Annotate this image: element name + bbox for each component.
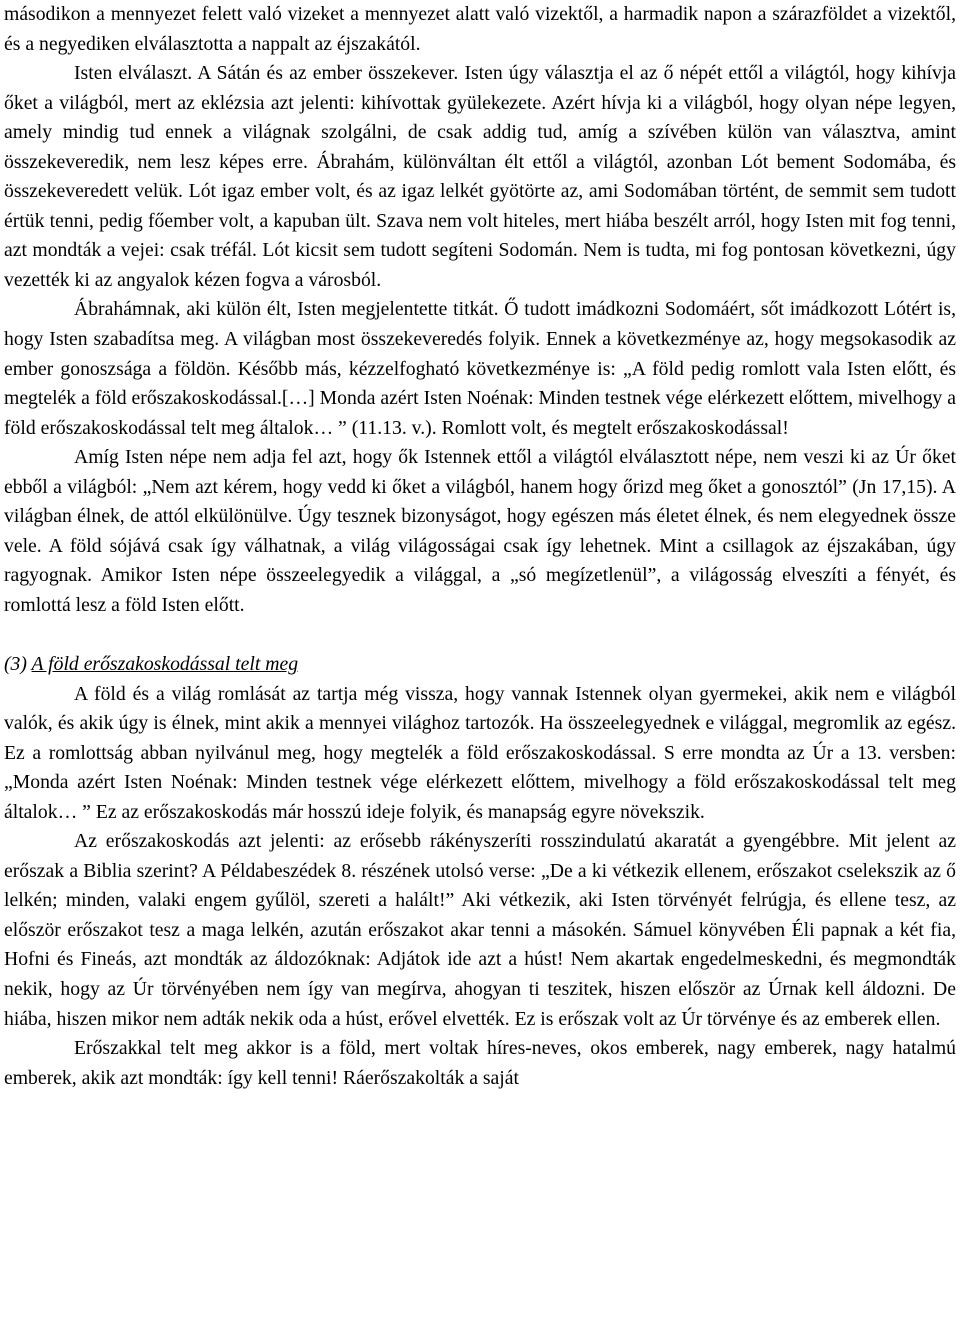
blank-line bbox=[4, 620, 956, 650]
paragraph: Amíg Isten népe nem adja fel azt, hogy ők Istennek ettől a világtól elválasztott népe, nem veszi ki az Úr őket ebből a világból: „Nem azt kérem, hogy vedd ki őket a világból, hanem hogy őrizd meg őket a gonosztól” (Jn 17,15). A világban élnek, de attól elkülönülve. Úgy tesznek bizonyságot, hogy egészen más életet élnek, és nem elegyednek össze vele. A föld sójává csak így válhatnak, a világ világosságai csak így lehetnek. Mint a csillagok az éjszakában, úgy ragyognak. Amikor Isten népe összeelegyedik a világgal, a „só megízetlenül”, a világosság elveszíti a fényét, és romlottá lesz a föld Isten előtt. bbox=[4, 446, 956, 616]
paragraph: másodikon a mennyezet felett való vizeket a mennyezet alatt való vizektől, a harmadik napon a szárazföldet a vizektől, és a negyediken elválasztotta a nappalt az éjszakától. bbox=[4, 3, 956, 55]
paragraph: A föld és a világ romlását az tartja még vissza, hogy vannak Istennek olyan gyermekei, akik nem e világból valók, és akik úgy is élnek, mint akik a mennyei világhoz tartozók. Ha összeelegyednek e világgal, megromlik az egész. Ez a romlottság abban nyilvánul meg, hogy megtelék a föld erőszakoskodással. S erre mondta az Úr a 13. versben: „Monda azért Isten Noénak: Minden testnek vége elérkezett előttem, mivelhogy a föld erőszakoskodással telt meg általok… ” Ez az erőszakoskodás már hosszú ideje folyik, és manapság egyre növekszik. bbox=[4, 682, 956, 823]
paragraph: Erőszakkal telt meg akkor is a föld, mert voltak híres-neves, okos emberek, nagy emberek, nagy hatalmú emberek, akik azt mondták: így kell tenni! Ráerőszakolták a saját bbox=[4, 1037, 956, 1089]
section-number: (3) bbox=[4, 652, 27, 675]
section-heading bbox=[4, 650, 956, 680]
document-page bbox=[4, 0, 956, 1093]
section-title: A föld erőszakoskodással telt meg bbox=[31, 652, 299, 675]
paragraph: Isten elválaszt. A Sátán és az ember összekever. Isten úgy választja el az ő népét ettől a világtól, hogy kihívja őket a világból, mert az eklézsia azt jelenti: kihívottak gyülekezete. Azért hívja ki a világból, hogy olyan népe legyen, amely mindig tud ennek a világnak szolgálni, de csak addig tud, amíg a szívében külön van választva, amint összekeveredik, nem lesz képes erre. Ábrahám, különváltan élt ettől a világtól, azonban Lót bement Sodomába, és összekeveredett velük. Lót igaz ember volt, és az igaz lelkét gyötörte az, ami Sodomában történt, de semmit sem tudott értük tenni, pedig főember volt, a kapuban ült. Szava nem volt hiteles, mert hiába beszélt arról, hogy Isten mit fog tenni, azt mondták a vejei: csak tréfál. Lót kicsit sem tudott segíteni Sodomán. Nem is tudta, mi fog pontosan következni, úgy vezették ki az angyalok kézen fogva a városból. bbox=[4, 62, 956, 291]
paragraph: Az erőszakoskodás azt jelenti: az erősebb rákényszeríti rosszindulatú akaratát a gyengébbre. Mit jelent az erőszak a Biblia szerint? A Példabeszédek 8. részének utolsó verse: „De a ki vétkezik ellenem, erőszakot cselekszik az ő lelkén; minden, valaki engem gyűlöl, szereti a halált!” Aki vétkezik, aki Isten törvényét felrúgja, és ellene tesz, az először erőszakot tesz a maga lelkén, azután erőszakot akar tenni a másokén. Sámuel könyvében Éli papnak a két fia, Hofni és Fineás, azt mondták az áldozóknak: Adjátok ide azt a húst! Nem akartak engedelmeskedni, és megmondták nekik, hogy az Úr törvényében nem így van megírva, ahogyan ti teszitek, hiszen először az Úrnak kell áldozni. De hiába, hiszen mikor nem adták nekik oda a húst, erővel elvették. Ez is erőszak volt az Úr törvénye és az emberek ellen. bbox=[4, 830, 956, 1030]
paragraph: Ábrahámnak, aki külön élt, Isten megjelentette titkát. Ő tudott imádkozni Sodomáért, sőt imádkozott Lótért is, hogy Isten szabadítsa meg. A világban most összekeveredés folyik. Ennek a következménye az, hogy megsokasodik az ember gonoszsága a földön. Később más, kézzelfogható következménye is: „A föld pedig romlott vala Isten előtt, és megtelék a föld erőszakoskodással.[…] Monda azért Isten Noénak: Minden testnek vége elérkezett előttem, mivelhogy a föld erőszakoskodással telt meg általok… ” (11.13. v.). Romlott volt, és megtelt erőszakoskodással! bbox=[4, 298, 956, 439]
